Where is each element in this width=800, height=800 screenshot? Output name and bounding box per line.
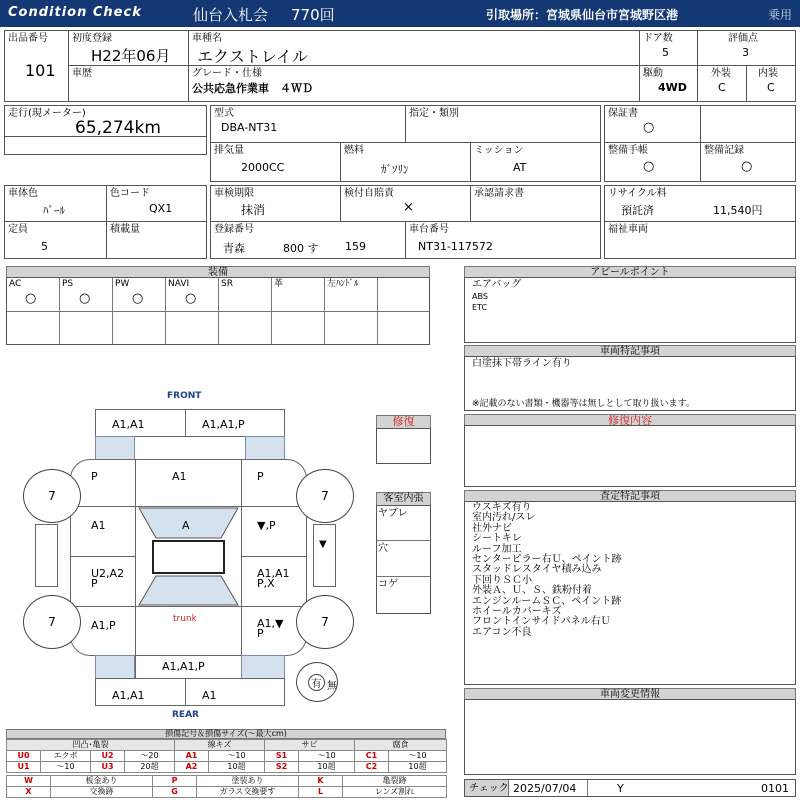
legend-desc: 板金あり <box>51 776 153 787</box>
plate-label: 登録番号 <box>214 224 254 235</box>
welfare-box <box>604 221 796 259</box>
equip-ps-mark: ○ <box>79 291 91 306</box>
color-code-box <box>106 185 207 222</box>
approval-label: 承認請求書 <box>474 188 524 199</box>
drive-value: 4WD <box>658 81 687 94</box>
legend-desc: エクボ <box>41 751 91 762</box>
warranty-blank <box>700 105 796 143</box>
grade-label: グレード・仕様 <box>192 68 262 79</box>
legend-desc: 〜20 <box>125 751 175 762</box>
manual-label: 整備手帳 <box>608 145 648 156</box>
inspection-value: 抹消 <box>241 203 266 217</box>
legend-code: S2 <box>265 762 299 773</box>
legend-code: L <box>299 787 343 798</box>
door-front-right: ▼,P <box>241 506 307 557</box>
note-item: エアコン不良 <box>472 626 532 638</box>
legend-desc: 交換跡 <box>51 787 153 798</box>
legend-desc: ガラス交換要す <box>197 787 299 798</box>
repair-title: 修復 <box>376 415 431 429</box>
wheel-rear-right: 7 <box>296 595 354 649</box>
note-item: センターピラー右Ｕ、ペイント跡 <box>472 554 622 566</box>
name-box <box>188 30 640 66</box>
doors-label: ドア数 <box>643 33 673 44</box>
fender-front-left: P <box>70 459 136 507</box>
legend-code: X <box>7 787 51 798</box>
color-label: 車体色 <box>8 188 38 199</box>
cabin-tear: ヤブレ <box>378 508 408 519</box>
front-light-left <box>95 436 135 460</box>
color-code-label: 色コード <box>110 188 150 199</box>
note-item: 下回りＳＣ小 <box>472 574 532 586</box>
appeal-item-airbag: エアバッグ <box>472 279 522 290</box>
first-reg-value: H22年06月 <box>91 47 171 65</box>
legend-code: C1 <box>355 751 389 762</box>
legend-code: A2 <box>175 762 209 773</box>
plate-region: 青森 <box>223 242 245 255</box>
capacity-value: 5 <box>41 240 48 253</box>
legend-group-dent: 凹凸･亀裂 <box>7 740 175 751</box>
vehicle-category: 乗用 <box>768 8 793 22</box>
brand-title: Condition Check <box>8 5 142 20</box>
equip-ac-mark: ○ <box>25 291 37 306</box>
approval-box <box>470 185 601 222</box>
legend-code: W <box>7 776 51 787</box>
fuel-label: 燃料 <box>344 145 364 156</box>
check-code: 0101 <box>761 782 789 795</box>
wheel-front-left: 7 <box>23 469 81 523</box>
interior-label: 内装 <box>758 68 778 79</box>
notes-list <box>472 503 622 638</box>
displacement-value: 2000CC <box>241 161 285 174</box>
cabin-title: 客室内張 <box>376 492 431 506</box>
doors-value: 5 <box>662 46 669 59</box>
legend-desc: 〜10 <box>209 751 265 762</box>
score-value: 3 <box>742 46 749 59</box>
legend-desc: 塗装あり <box>197 776 299 787</box>
warranty-value: ○ <box>643 120 655 135</box>
special-box <box>464 356 796 411</box>
legend-desc: 〜10 <box>389 751 447 762</box>
rear-label: REAR <box>172 710 199 720</box>
legend-code: U0 <box>7 751 41 762</box>
rear-gate: A1,A1,P <box>135 655 242 679</box>
vehicle-name: エクストレイル <box>197 47 309 66</box>
transmission-value: AT <box>513 161 527 174</box>
legend-desc: 〜10 <box>41 762 91 773</box>
appeal-title: アピールポイント <box>464 266 796 278</box>
wheel-rear-left: 7 <box>23 595 81 649</box>
legend-code: C2 <box>355 762 389 773</box>
equip-navi-label: NAVI <box>168 279 190 289</box>
legend-code: U3 <box>91 762 125 773</box>
note-item: 室内汚れ/スレ <box>472 512 536 524</box>
quarter-left: A1,P <box>70 606 136 656</box>
doors-box <box>639 30 698 66</box>
capacity-label: 定員 <box>8 224 28 235</box>
history-label: 車歴 <box>72 68 92 79</box>
exterior-label: 外装 <box>711 68 731 79</box>
recycle-status: 預託済 <box>621 204 654 217</box>
legend-code: P <box>153 776 197 787</box>
mirror-left <box>35 524 58 587</box>
color-value: ﾊﾟｰﾙ <box>43 204 65 217</box>
rear-light-right <box>241 655 285 679</box>
legend-desc: 10超 <box>389 762 447 773</box>
record-label: 整備記録 <box>704 145 744 156</box>
legend-table-2 <box>6 775 447 798</box>
note-item: ウスキズ有り <box>472 502 532 513</box>
legend-desc: 20超 <box>125 762 175 773</box>
cabin-burn: コゲ <box>378 579 398 590</box>
warranty-box <box>604 105 701 143</box>
note-item: ホイールカバーキズ <box>472 606 562 618</box>
first-reg-label: 初度登録 <box>72 33 112 44</box>
equip-leather-label: 革 <box>274 279 284 289</box>
legend-code: U2 <box>91 751 125 762</box>
load-box <box>106 221 207 259</box>
repair-box <box>376 428 431 464</box>
check-footer <box>464 779 796 797</box>
door-rear-right: A1,A1 P,X <box>241 556 307 607</box>
notes-box <box>464 501 796 685</box>
note-item: スタッドレスタイヤ積み込み <box>472 564 602 576</box>
repair-detail-title: 修復内容 <box>464 414 796 426</box>
special-text: 白塗抹下帯ライン有り <box>472 358 572 369</box>
front-light-right <box>245 436 285 460</box>
drive-label: 駆動 <box>643 68 663 79</box>
history-box <box>68 65 189 102</box>
note-item: フロントインサイドパネル右Ｕ <box>472 616 611 628</box>
welfare-label: 福祉車両 <box>608 224 648 235</box>
transmission-box <box>470 142 601 182</box>
inspection-box <box>210 185 341 222</box>
mileage-label: 走行(現メーター) <box>8 108 86 119</box>
equip-ps-label: PS <box>62 279 74 289</box>
displacement-label: 排気量 <box>214 145 244 156</box>
grade-box <box>188 65 640 102</box>
lot-box <box>4 30 69 102</box>
inspection-label: 車検期限 <box>214 188 254 199</box>
note-item: 社外ナビ <box>472 522 512 534</box>
special-note: ※記載のない書類・機器等は無しとして取り扱います。 <box>472 399 695 409</box>
note-item: シートキレ <box>472 533 522 545</box>
exterior-value: C <box>718 81 726 94</box>
mileage-box <box>4 105 207 155</box>
transmission-label: ミッション <box>474 145 524 156</box>
pickup-location: 引取場所：宮城県仙台市宮城野区港 <box>486 8 679 22</box>
manual-box <box>604 142 701 182</box>
mileage-value: 65,274km <box>75 118 161 138</box>
model-box <box>210 105 406 143</box>
header-bar <box>0 0 800 27</box>
recycle-label: リサイクル料 <box>608 188 667 199</box>
fuel-value: ｶﾞｿﾘﾝ <box>381 163 409 176</box>
score-box <box>697 30 796 66</box>
check-label: チェック <box>469 783 509 794</box>
hood: A1 <box>135 459 242 507</box>
lot-label: 出品番号 <box>8 33 48 44</box>
legend-table <box>6 739 447 773</box>
name-label: 車種名 <box>192 33 222 44</box>
grade-value: 公共応急作業車 ４ＷＤ <box>192 82 313 95</box>
color-box <box>4 185 107 222</box>
auction-count: 770回 <box>291 6 335 24</box>
note-item: エンジンルームＳＣ、ペイント跡 <box>472 595 622 607</box>
cabin-box <box>376 505 431 614</box>
fuel-box <box>340 142 471 182</box>
plate-number: 159 <box>345 240 366 253</box>
legend-code: U1 <box>7 762 41 773</box>
displacement-box <box>210 142 341 182</box>
manual-value: ○ <box>643 159 655 174</box>
interior-box <box>746 65 796 102</box>
legend-title: 損傷記号＆損傷サイズ(〜最大cm) <box>6 729 446 739</box>
check-date: 2025/07/04 <box>513 782 577 795</box>
equip-sr-label: SR <box>221 279 233 289</box>
changes-box <box>464 699 796 775</box>
legend-desc: 〜10 <box>299 751 355 762</box>
legend-desc: レンズ割れ <box>343 787 447 798</box>
liability-label: 検付自賠責 <box>344 188 394 199</box>
equip-pw-label: PW <box>115 279 130 289</box>
quarter-right: A1,▼ P <box>241 606 307 656</box>
load-label: 積載量 <box>110 224 140 235</box>
warranty-label: 保証書 <box>608 108 638 119</box>
chassis-box <box>405 221 601 259</box>
equip-pw-mark: ○ <box>132 291 144 306</box>
legend-code: G <box>153 787 197 798</box>
equip-ac-label: AC <box>9 279 22 289</box>
color-code-value: QX1 <box>149 202 173 215</box>
recycle-box <box>604 185 796 222</box>
appeal-item-abs: ABS <box>472 292 488 301</box>
legend-code: A1 <box>175 751 209 762</box>
model-value: DBA-NT31 <box>221 121 278 134</box>
designation-box <box>405 105 601 143</box>
exterior-box <box>697 65 747 102</box>
designation-label: 指定・類別 <box>409 108 459 119</box>
trunk-area: trunk <box>135 606 242 656</box>
door-rear-left: U2,A2 P <box>70 556 136 607</box>
recycle-fee: 11,540円 <box>713 204 763 217</box>
mirror-right: ▼ <box>313 524 336 587</box>
legend-code: S1 <box>265 751 299 762</box>
record-box <box>700 142 796 182</box>
first-reg-box <box>68 30 189 66</box>
legend-code: K <box>299 776 343 787</box>
door-front-left: A1 <box>70 506 136 557</box>
special-title: 車両特記事項 <box>464 345 796 357</box>
windshield-mark: A <box>182 519 190 532</box>
liability-box <box>340 185 471 222</box>
lot-number: 101 <box>25 61 56 80</box>
appeal-box <box>464 277 796 343</box>
fender-front-right: P <box>241 459 307 507</box>
rear-bumper-right: A1 <box>185 678 285 706</box>
spare-yes-mark: 有 <box>308 674 325 691</box>
legend-group-scratch: 線キズ <box>175 740 265 751</box>
auction-name: 仙台入札会 <box>193 6 269 24</box>
score-label: 評価点 <box>728 33 758 44</box>
front-bumper-right: A1,A1,P <box>185 409 285 437</box>
checker-initial: Y <box>617 782 624 795</box>
model-label: 型式 <box>214 108 234 119</box>
equipment-title: 装備 <box>6 266 430 278</box>
chassis-value: NT31-117572 <box>418 240 493 253</box>
chassis-label: 車台番号 <box>409 224 449 235</box>
legend-desc: 10超 <box>299 762 355 773</box>
legend-desc: 亀裂跡 <box>343 776 447 787</box>
notes-title: 査定特記事項 <box>464 490 796 502</box>
rear-bumper-left: A1,A1 <box>95 678 186 706</box>
record-value: ○ <box>741 159 753 174</box>
cabin-hole: 穴 <box>378 543 388 554</box>
equip-lhd-label: 左ﾊﾝﾄﾞﾙ <box>327 279 359 289</box>
legend-group-corrosion: 腐食 <box>355 740 447 751</box>
appeal-item-etc: ETC <box>472 303 488 312</box>
legend-desc: 10超 <box>209 762 265 773</box>
spare-none-label: 無 <box>327 681 337 692</box>
drive-box <box>639 65 698 102</box>
note-item: 外装Ａ、Ｕ、Ｓ、鉄粉付着 <box>472 585 592 597</box>
note-item: ルーフ加工 <box>472 543 522 555</box>
front-label: FRONT <box>167 391 202 401</box>
changes-title: 車両変更情報 <box>464 688 796 700</box>
liability-value: × <box>403 200 414 215</box>
capacity-box <box>4 221 107 259</box>
equip-navi-mark: ○ <box>185 291 197 306</box>
legend-group-rust: サビ <box>265 740 355 751</box>
interior-value: C <box>767 81 775 94</box>
front-bumper-left: A1,A1 <box>95 409 186 437</box>
plate-class: 800 す <box>283 242 319 255</box>
repair-detail-box <box>464 425 796 487</box>
plate-box <box>210 221 406 259</box>
wheel-front-right: 7 <box>296 469 354 523</box>
equipment-grid <box>6 277 430 345</box>
rear-light-left <box>95 655 135 679</box>
